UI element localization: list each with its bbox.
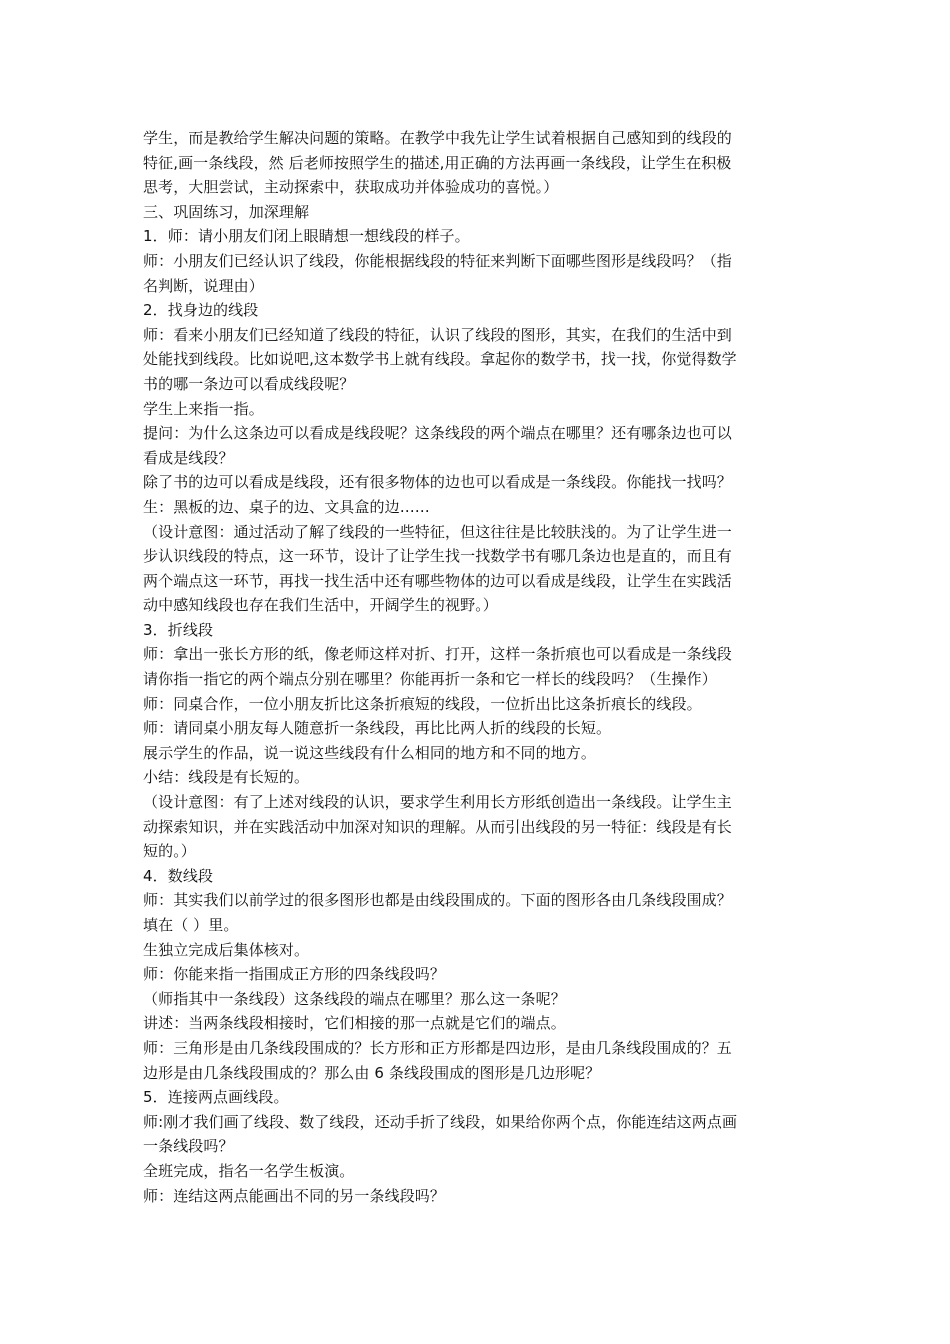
text-line: 师：你能来指一指围成正方形的四条线段吗？ (143, 965, 446, 984)
text-line: 讲述：当两条线段相接时，它们相接的那一点就是它们的端点。 (143, 1014, 566, 1033)
text-line: 师：其实我们以前学过的很多图形也都是由线段围成的。下面的图形各由几条线段围成？ (143, 891, 732, 910)
text-line: 师：三角形是由几条线段围成的？长方形和正方形都是四边形，是由几条线段围成的？五 (143, 1038, 732, 1057)
text-line: 看成是线段？ (143, 448, 234, 467)
text-line: 动中感知线段也存在我们生活中，开阔学生的视野。） (143, 596, 498, 615)
text-line: 学生，而是教给学生解决问题的策略。在教学中我先让学生试着根据自己感知到的线段的 (143, 129, 732, 147)
text-line: （设计意图：通过活动了解了线段的一些特征，但这往往是比较肤浅的。为了让学生进一 (143, 522, 732, 541)
list-item: 2．找身边的线段 (143, 301, 259, 320)
text-line: （师指其中一条线段）这条线段的端点在哪里？那么这一条呢？ (143, 989, 566, 1008)
text-line: 提问：为什么这条边可以看成是线段呢？这条线段的两个端点在哪里？还有哪条边也可以 (143, 424, 732, 443)
text-line: 思考，大胆尝试，主动探索中，获取成功并体验成功的喜悦。） (143, 178, 559, 197)
text-line: 特征,画一条线段，然 后老师按照学生的描述,用正确的方法再画一条线段，让学生在积极 (143, 153, 732, 172)
text-line: 名判断，说理由） (143, 276, 264, 295)
text-line: （设计意图：有了上述对线段的认识，要求学生利用长方形纸创造出一条线段。让学生主 (143, 793, 732, 812)
list-item: 5．连接两点画线段。 (143, 1088, 289, 1107)
text-line: 学生上来指一指。 (143, 399, 264, 418)
text-line: 书的哪一条边可以看成线段呢？ (143, 374, 355, 393)
text-line: 处能找到线段。比如说吧,这本数学书上就有线段。拿起你的数学书，找一找，你觉得数学 (143, 350, 737, 369)
text-line: 生：黑板的边、桌子的边、文具盒的边…… (143, 497, 430, 516)
text-line: 短的。） (143, 842, 196, 861)
text-line: 边形是由几条线段围成的？那么由 6 条线段围成的图形是几边形呢？ (143, 1063, 601, 1082)
text-line: 展示学生的作品，说一说这些线段有什么相同的地方和不同的地方。 (143, 743, 597, 762)
text-line: 全班完成，指名一名学生板演。 (143, 1161, 355, 1180)
text-line: 师：拿出一张长方形的纸，像老师这样对折、打开，这样一条折痕也可以看成是一条线段 (143, 645, 732, 664)
text-line: 师：同桌合作，一位小朋友折比这条折痕短的线段，一位折出比这条折痕长的线段。 (143, 694, 702, 713)
text-line: 师：连结这两点能画出不同的另一条线段吗？ (143, 1186, 446, 1205)
text-line: 师：请同桌小朋友每人随意折一条线段，再比比两人折的线段的长短。 (143, 719, 612, 738)
section-heading: 三、巩固练习，加深理解 (143, 202, 310, 221)
text-line: 请你指一指它的两个端点分别在哪里？你能再折一条和它一样长的线段吗？（生操作） (143, 670, 717, 689)
text-line: 小结：线段是有长短的。 (143, 768, 310, 787)
text-line: 步认识线段的特点，这一环节，设计了让学生找一找数学书有哪几条边也是直的，而且有 (143, 547, 732, 566)
text-line: 除了书的边可以看成是线段，还有很多物体的边也可以看成是一条线段。你能找一找吗？ (143, 473, 732, 492)
text-line: 动探索知识，并在实践活动中加深对知识的理解。从而引出线段的另一特征：线段是有长 (143, 817, 732, 836)
list-item: 4．数线段 (143, 866, 214, 885)
text-line: 师：看来小朋友们已经知道了线段的特征，认识了线段的图形，其实，在我们的生活中到 (143, 325, 732, 344)
document-body (143, 126, 811, 1208)
list-item: 3．折线段 (143, 620, 214, 639)
text-line: 一条线段吗？ (143, 1137, 234, 1156)
text-line: 师:刚才我们画了线段、数了线段，还动手折了线段，如果给你两个点，你能连结这两点画 (143, 1112, 738, 1131)
text-line: 两个端点这一环节，再找一找生活中还有哪些物体的边可以看成是线段，让学生在实践活 (143, 571, 732, 590)
text-line: 填在（ ）里。 (143, 916, 239, 934)
text-line: 师：小朋友们已经认识了线段，你能根据线段的特征来判断下面哪些图形是线段吗？（指 (143, 251, 732, 270)
list-item: 1．师：请小朋友们闭上眼睛想一想线段的样子。 (143, 227, 470, 246)
text-line: 生独立完成后集体核对。 (143, 940, 310, 959)
